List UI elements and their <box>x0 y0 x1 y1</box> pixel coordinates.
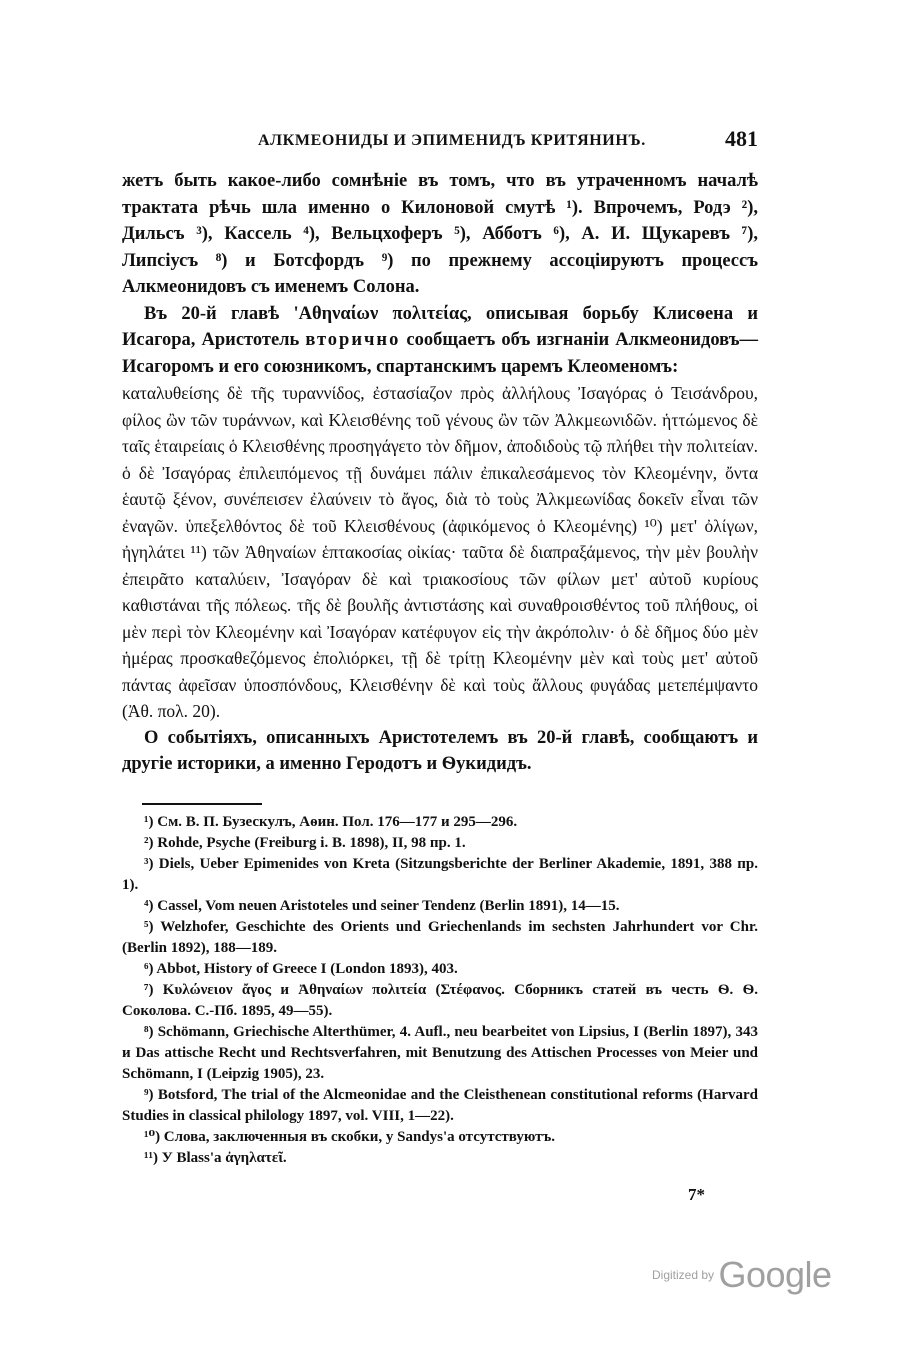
paragraph-2 <box>122 301 758 381</box>
greek-quotation: καταλυθείσης δὲ τῆς τυραννίδος, ἐστασίαζον πρὸς ἀλλήλους Ἰσαγόρας ὁ Τεισάνδρου, φίλος ὢν τῶν τυράννων, καὶ Κλεισθένης τοῦ γένους ὢν τῶν Ἀλκμεωνιδῶν. ἡττώμενος δὲ ταῖς ἑταιρείαις ὁ Κλεισθένης προσηγάγετο τὸν δῆμον, ἀποδιδοὺς τῷ πλήθει τὴν πολιτείαν. ὁ δὲ Ἰσαγόρας ἐπιλειπόμενος τῇ δυνάμει πάλιν ἐπικαλεσάμενος τὸν Κλεομένην, ὄντα ἑαυτῷ ξένον, συνέπεισεν ἐλαύνειν τὸ ἄγος, διὰ τὸ τοὺς Ἀλκμεωνίδας δοκεῖν εἶναι τῶν ἐναγῶν. ὑπεξελθόντος δὲ τοῦ Κλεισθένους (ἀφικόμενος ὁ Κλεομένης) ¹⁰) μετ' ὀλίγων, ἠγηλάτει ¹¹) τῶν Ἀθηναίων ἑπτακοσίας οἰκίας· ταῦτα δὲ διαπραξάμενος, τὴν μὲν βουλὴν ἐπειρᾶτο καταλύειν, Ἰσαγόραν δὲ καὶ τριακοσίους τῶν φίλων μετ' αὐτοῦ κυρίους καθιστάναι τῆς πόλεως. τῆς δὲ βουλῆς ἀντιστάσης καὶ συναθροισθέντος τοῦ πλήθους, οἱ μὲν περὶ τὸν Κλεομένην καὶ Ἰσαγόραν κατέφυγον εἰς τὴν ἀκρόπολιν· ὁ δὲ δῆμος δύο μὲν ἡμέρας προσκαθεζόμενος ἐπολιόρκει, τῇ δὲ τρίτῃ Κλεομένην μὲν καὶ τοὺς μετ' αὐτοῦ πάντας ἀφεῖσαν ὑποσπόνδους, Κλεισθένην δὲ καὶ τοὺς ἄλλους φυγάδας μετεπέμψαντο (Ἀθ. πολ. 20). <box>122 383 758 721</box>
footnote-11: ¹¹) У Blass'a ἀγηλατεῖ. <box>144 1150 287 1166</box>
paragraph-1: жетъ быть какое-либо сомнѣніе въ томъ, что въ утраченномъ началѣ трактата рѣчь шла именно о Килоновой смутѣ ¹). Впрочемъ, Родэ ²), Дильсъ ³), Кассель ⁴), Вельцхоферъ ⁵), Абботъ ⁶), А. И. Щукаревъ ⁷), Липсіусъ ⁸) и Ботсфордъ ⁹) по прежнему ассоціируютъ процессъ Алкмеонидовъ съ именемъ Солона. <box>122 171 758 297</box>
footnote-6: ⁶) Abbot, History of Greece I (London 1893), 403. <box>144 961 458 977</box>
paragraph-2-end: сообщаетъ объ изгнаніи Алкмеонидовъ—Исагоромъ и его союзникомъ, спартанскимъ царемъ Клеоменомъ: <box>122 330 758 377</box>
signature-mark: 7* <box>688 1185 705 1204</box>
footnote-divider <box>142 803 262 805</box>
footnote-3: ³) Diels, Ueber Epimenides von Kreta (Sitzungsberichte der Berliner Akademie, 1891, 388 пр. 1). <box>122 856 758 893</box>
footnote-5: ⁵) Welzhofer, Geschichte des Orients und Griechenlands im sechsten Jahrhundert vor Chr. (Berlin 1892), 188—189. <box>122 919 758 956</box>
digitized-watermark <box>652 1254 832 1294</box>
footnote-4: ⁴) Cassel, Vom neuen Aristoteles und seiner Tendenz (Berlin 1891), 14—15. <box>144 898 620 914</box>
paragraph-3: О событіяхъ, описанныхъ Аристотелемъ въ 20-й главѣ, сообщаютъ и другіе историки, а именно Геродотъ и Ѳукидидъ. <box>122 727 758 774</box>
google-logo: Google <box>718 1254 832 1295</box>
footnotes <box>122 812 758 1169</box>
footnote-9: ⁹) Botsford, The trial of the Alcmeonidae and the Cleisthenean constitutional reforms (Harvard Studies in classical philology 1897, vol. VIII, 1—22). <box>122 1087 758 1124</box>
footnote-2: ²) Rohde, Psyche (Freiburg i. B. 1898), II, 98 пр. 1. <box>144 835 466 851</box>
footnote-8: ⁸) Schömann, Griechische Alterthümer, 4. Aufl., neu bearbeitet von Lipsius, I (Berlin 1897), 343 и Das attische Recht und Rechtsverfahren, mit Benutzung des Attischen Processes von Meier und Schömann, I (Leipzig 1905), 23. <box>122 1024 758 1082</box>
watermark-prefix: Digitized by <box>652 1268 715 1282</box>
footnote-10: ¹⁰) Слова, заключенныя въ скобки, у Sandys'a отсутствуютъ. <box>144 1129 555 1145</box>
emphasis-spaced-word: вторично <box>305 330 401 350</box>
page-number: 481 <box>725 126 758 151</box>
paragraph-2-start: Въ 20-й главѣ 'Αθηναίων πολιτείας, описывая борьбу Клисѳена и Исагора, Аристотель <box>122 303 758 350</box>
page-header <box>258 126 758 154</box>
footnote-1: ¹) См. В. П. Бузескулъ, Аѳин. Пол. 176—177 и 295—296. <box>144 814 518 830</box>
running-title: АЛКМЕОНИДЫ И ЭПИМЕНИДЪ КРИТЯНИНЪ. <box>258 132 646 149</box>
main-text <box>122 168 758 778</box>
footnote-7: ⁷) Κυλώνειον ἄγος и Ἀθηναίων πολιτεία (Στέφανος. Сборникъ статей въ честь Ѳ. Ѳ. Соколова. С.-Пб. 1895, 49—55). <box>122 982 758 1019</box>
